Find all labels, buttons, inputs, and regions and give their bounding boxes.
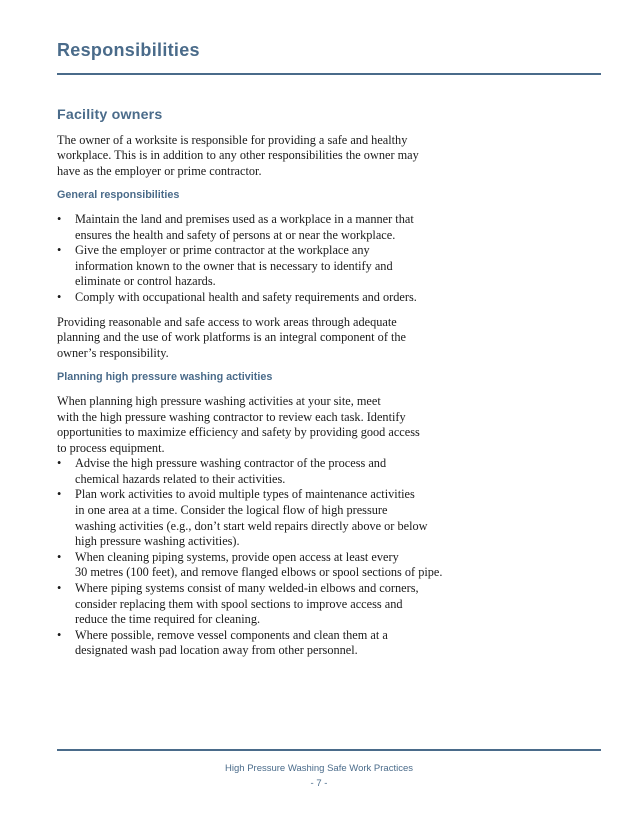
bullet: • (57, 289, 62, 304)
text-line: chemical hazards related to their activities. (75, 471, 286, 486)
text-line: Comply with occupational health and safety requirements and orders. (75, 289, 417, 304)
list-item (57, 628, 447, 659)
bullet: • (57, 487, 62, 502)
text-line: Give the employer or prime contractor at the workplace any (75, 243, 370, 258)
subsection-heading-planning: Planning high pressure washing activities (57, 371, 273, 384)
footer-rule (57, 749, 601, 751)
text-line: with the high pressure washing contractor to review each task. Identify (57, 409, 406, 424)
bullet: • (57, 243, 62, 258)
bullet: • (57, 627, 62, 642)
list-item (57, 290, 447, 306)
text-line: 30 metres (100 feet), and remove flanged elbows or spool sections of pipe. (75, 565, 443, 580)
text-line: workplace. This is in addition to any other responsibilities the owner may (57, 148, 419, 163)
text-line: eliminate or control hazards. (75, 274, 216, 289)
text-line: owner’s responsibility. (57, 345, 169, 360)
text-line: planning and the use of work platforms is an integral component of the (57, 330, 407, 345)
main-content (57, 108, 447, 668)
text-line: designated wash pad location away from other personnel. (75, 643, 358, 658)
list-item (57, 487, 447, 549)
text-line: Advise the high pressure washing contractor of the process and (75, 456, 387, 471)
intro-paragraph (57, 133, 447, 180)
list-item (57, 212, 447, 243)
text-line: When cleaning piping systems, provide open access at least every (75, 549, 399, 564)
text-line: high pressure washing activities). (75, 534, 240, 549)
text-line: reduce the time required for cleaning. (75, 612, 261, 627)
bullet: • (57, 549, 62, 564)
text-line: information known to the owner that is necessary to identify and (75, 258, 393, 273)
text-line: to process equipment. (57, 440, 165, 455)
text-line: washing activities (e.g., don’t start weld repairs directly above or below (75, 518, 428, 533)
bullet: • (57, 211, 62, 226)
section-heading: Facility owners (57, 107, 163, 123)
list-item (57, 456, 447, 487)
text-line: Plan work activities to avoid multiple types of maintenance activities (75, 487, 415, 502)
list-item (57, 243, 447, 290)
text-line: Maintain the land and premises used as a workplace in a manner that (75, 211, 414, 226)
header-rule (57, 73, 601, 75)
planning-paragraph (57, 394, 447, 456)
text-line: have as the employer or prime contractor. (57, 163, 262, 178)
footer-title: High Pressure Washing Safe Work Practices (225, 763, 413, 774)
list-item (57, 581, 447, 628)
text-line: Where piping systems consist of many welded-in elbows and corners, (75, 581, 419, 596)
list-item (57, 550, 447, 581)
access-paragraph (57, 315, 447, 362)
text-line: ensures the health and safety of persons at or near the workplace. (75, 227, 396, 242)
text-line: Where possible, remove vessel components and clean them at a (75, 627, 388, 642)
planning-list (57, 456, 447, 659)
bullet: • (57, 581, 62, 596)
bullet: • (57, 456, 62, 471)
text-line: The owner of a worksite is responsible for providing a safe and healthy (57, 132, 408, 147)
page-title: Responsibilities (57, 40, 200, 60)
text-line: opportunities to maximize efficiency and safety by providing good access (57, 425, 420, 440)
page-number: - 7 - (310, 778, 328, 789)
text-line: in one area at a time. Consider the logical flow of high pressure (75, 503, 388, 518)
general-responsibilities-list (57, 212, 447, 306)
subsection-heading-general: General responsibilities (57, 189, 180, 202)
text-line: Providing reasonable and safe access to work areas through adequate (57, 314, 397, 329)
text-line: When planning high pressure washing activities at your site, meet (57, 393, 381, 408)
text-line: consider replacing them with spool sections to improve access and (75, 596, 403, 611)
